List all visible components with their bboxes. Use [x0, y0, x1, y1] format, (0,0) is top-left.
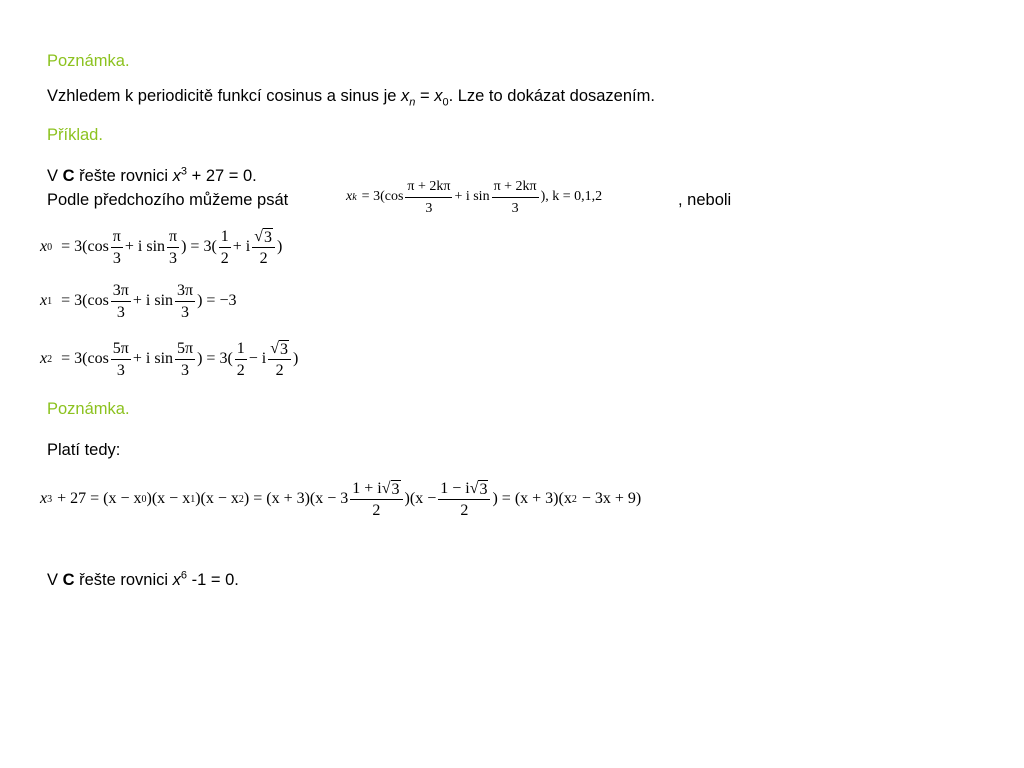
fg-var: x [346, 189, 353, 204]
fg-frac2-den: 3 [511, 200, 519, 216]
task1-mid: řešte rovnici [74, 167, 173, 185]
task1-rest: + 27 = 0. [187, 167, 257, 185]
fac-frac-a [350, 479, 402, 520]
x0-frac-1 [111, 227, 123, 268]
fg-frac-1 [405, 177, 452, 218]
x2-f3-num: 1 [235, 339, 247, 360]
x1-start: = 3(cos [61, 292, 109, 309]
xn-var: x [401, 87, 410, 105]
x0-lhs-sub: 0 [47, 241, 53, 253]
x0-f4-num [252, 227, 275, 248]
line-podle: Podle předchozího můžeme psát [47, 191, 289, 209]
sqrt-symbol: √ 3 [270, 339, 289, 358]
fac-p7: − 3x + 9) [581, 490, 642, 507]
task2-rest: -1 = 0. [187, 571, 239, 589]
x2-frac-4 [268, 339, 291, 380]
formula-factorization [40, 474, 641, 524]
task1-prefix: V [47, 167, 63, 185]
fac-fb-num [438, 479, 490, 500]
x2-f4-num [268, 339, 291, 360]
x0-eq2: ) = 3( [181, 238, 217, 255]
fac-fa-num [350, 479, 402, 500]
x0-sub: 0 [442, 96, 449, 109]
x0-f2-den: 3 [169, 249, 178, 267]
formula-x2 [40, 334, 298, 384]
x0-f4-den: 2 [259, 249, 268, 267]
fac-fb-den: 2 [460, 501, 469, 519]
sqrt-symbol: √ 3 [469, 479, 488, 498]
note-heading-2: Poznámka. [47, 400, 130, 418]
x1-f2-num: 3π [175, 281, 195, 302]
x1-f2-den: 3 [181, 303, 190, 321]
fac-exp2: 2 [571, 493, 577, 505]
fac-exp3: 3 [47, 493, 53, 505]
x2-mid: + i sin [132, 350, 174, 367]
fg-frac2-num: π + 2kπ [492, 177, 539, 198]
x2-close: ) [293, 350, 299, 367]
fac-fa-num-text: 1 + i [352, 479, 382, 497]
plati-text: Platí tedy: [47, 441, 121, 459]
fg-frac1-den: 3 [425, 200, 433, 216]
x0-mid: + i sin [124, 238, 166, 255]
x2-f2-num: 5π [175, 339, 195, 360]
x2-frac-3 [235, 339, 247, 380]
fac-fa-den: 2 [372, 501, 381, 519]
x0-lhs-var: x [40, 238, 48, 255]
task1-field: C [62, 167, 75, 185]
x0-f3-num: 1 [219, 227, 231, 248]
xn-sub: n [409, 96, 416, 109]
sqrt-symbol: √ 3 [381, 479, 400, 498]
fac-fb-num-text: 1 − i [440, 479, 470, 497]
x0-f1-num: π [111, 227, 123, 248]
neboli-text: , neboli [678, 191, 732, 209]
x2-f2-den: 3 [181, 361, 190, 379]
fac-fa-sqrt: 3 [391, 480, 400, 498]
x1-f1-num: 3π [111, 281, 131, 302]
x2-f1-num: 5π [111, 339, 131, 360]
x1-frac-1 [111, 281, 131, 322]
fac-p5: )(x − [404, 490, 437, 507]
x2-f4-den: 2 [275, 361, 284, 379]
periodicity-text [47, 86, 655, 109]
x2-frac-1 [111, 339, 131, 380]
fg-sub: k [352, 191, 357, 203]
fac-s2: 2 [238, 493, 244, 505]
fg-mid: + i sin [454, 189, 490, 204]
fg-tail: ), k = 0,1,2 [540, 189, 603, 204]
x1-lhs-sub: 1 [47, 295, 53, 307]
task2-mid: řešte rovnici [74, 571, 173, 589]
task-2 [47, 570, 239, 590]
x0-start: = 3(cos [61, 238, 109, 255]
fac-p2: )(x − x [146, 490, 191, 507]
task1-exp: 3 [180, 165, 188, 178]
x0-f3-den: 2 [220, 249, 229, 267]
x0-close: ) [277, 238, 283, 255]
x2-f1-den: 3 [116, 361, 125, 379]
fg-eq: = 3(cos [361, 189, 404, 204]
fac-p6: ) = (x + 3)(x [492, 490, 572, 507]
formula-x0 [40, 222, 282, 272]
x1-f1-den: 3 [116, 303, 125, 321]
sqrt-symbol: √ 3 [254, 227, 273, 246]
fac-frac-b [438, 479, 490, 520]
x2-f3-den: 2 [236, 361, 245, 379]
text1-before: Vzhledem k periodicitě funkcí cosinus a sinus je [47, 87, 402, 105]
x0-op: + i [232, 238, 251, 255]
task2-prefix: V [47, 571, 63, 589]
fac-p4: ) = (x + 3)(x − 3 [243, 490, 349, 507]
x2-start: = 3(cos [61, 350, 109, 367]
x1-lhs-var: x [40, 292, 48, 309]
x1-mid: + i sin [132, 292, 174, 309]
x0-f2-num: π [167, 227, 179, 248]
x2-eq2: ) = 3( [197, 350, 233, 367]
fac-fb-sqrt: 3 [479, 480, 488, 498]
task2-exp: 6 [180, 569, 188, 582]
fg-frac1-num: π + 2kπ [405, 177, 452, 198]
text1-eq: = [415, 87, 435, 105]
x0-f1-den: 3 [112, 249, 121, 267]
x0-frac-2 [167, 227, 179, 268]
fac-s1: 1 [190, 493, 196, 505]
x2-sqrt-val: 3 [280, 340, 289, 358]
formula-general [346, 176, 602, 218]
text1-after: . Lze to dokázat dosazením. [448, 87, 655, 105]
fac-s0: 0 [141, 493, 147, 505]
task2-field: C [62, 571, 75, 589]
x0-frac-3 [219, 227, 231, 268]
formula-x1 [40, 276, 236, 326]
task2-var: x [172, 571, 181, 589]
x0-var: x [434, 87, 443, 105]
x2-lhs-sub: 2 [47, 353, 53, 365]
fac-x: x [40, 490, 48, 507]
x1-tail: ) = −3 [197, 292, 237, 309]
task-1 [47, 166, 257, 186]
x2-op: − i [248, 350, 267, 367]
x2-frac-2 [175, 339, 195, 380]
x0-frac-4 [252, 227, 275, 268]
note-heading-1: Poznámka. [47, 52, 130, 70]
fg-frac-2 [492, 177, 539, 218]
x2-lhs-var: x [40, 350, 48, 367]
x1-frac-2 [175, 281, 195, 322]
fac-p1: + 27 = (x − x [57, 490, 142, 507]
x0-sqrt-val: 3 [264, 228, 273, 246]
fac-p3: )(x − x [195, 490, 239, 507]
task1-var: x [172, 167, 181, 185]
example-heading: Příklad. [47, 126, 103, 144]
